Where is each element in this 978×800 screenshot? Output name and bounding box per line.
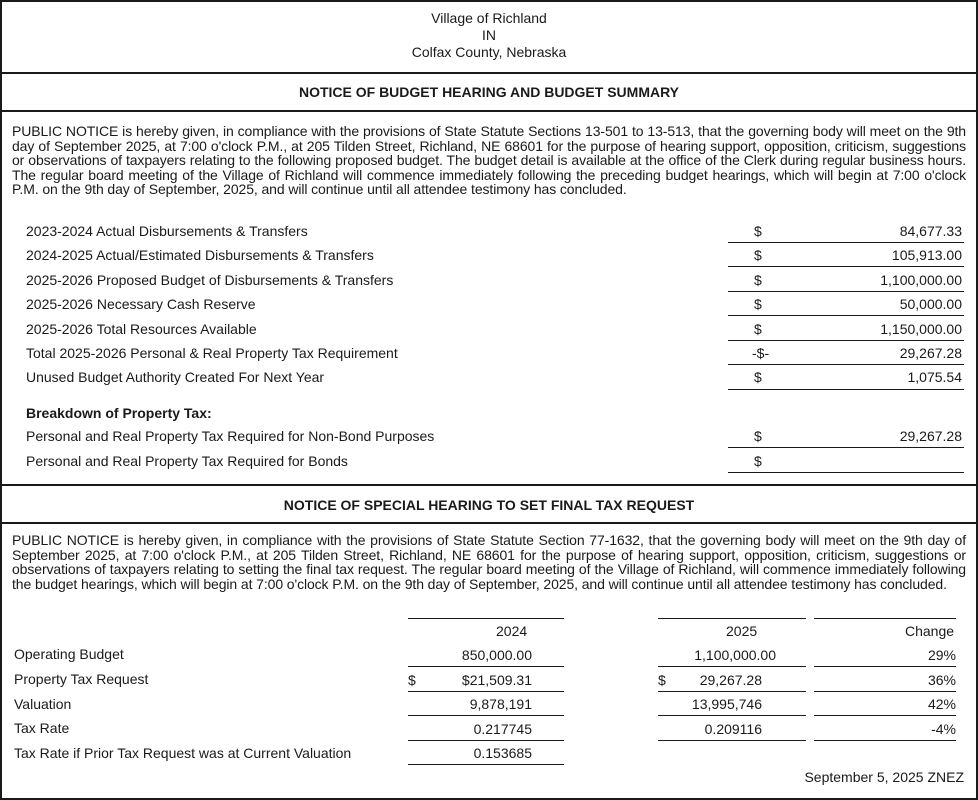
tax-value-2025: 29,267.28: [699, 672, 762, 688]
tax-row-label: Valuation: [14, 696, 72, 712]
budget-row-currency: $: [754, 321, 762, 337]
budget-row: [2, 341, 976, 365]
budget-row-label: Unused Budget Authority Created For Next Year: [26, 369, 325, 385]
budget-row-currency: $: [754, 296, 762, 312]
breakdown-row-label: Personal and Real Property Tax Required for Non-Bond Purposes: [26, 428, 435, 444]
tax-cell-change: [814, 643, 956, 667]
special-notice-paragraph: PUBLIC NOTICE is hereby given, in compliance with the provisions of State Statute Section 77-1632, that the governing body will meet on the 9th day of September 2025, at 7:00 o'clock P.M., at 205 Tilden Street, Richland, NE 68601 for the purpose of hearing support, opposition, criticism, suggestions or observations of taxpayers relating to setting the final tax request. The regular board meeting of the Village of Richland, will commence immediately following the budget hearings, which will begin at 7:00 o'clock P.M. on the 9th day of September, 2025, and will continue until all attendee testimony has concluded.: [12, 532, 966, 592]
in-text: IN: [482, 27, 496, 43]
budget-row: [2, 219, 976, 243]
budget-row: [2, 268, 976, 292]
tax-cell-2025: [658, 643, 806, 667]
budget-row-amount: 84,677.33: [899, 223, 962, 239]
budget-row-amount: 29,267.28: [899, 345, 962, 361]
budget-row: [2, 317, 976, 341]
breakdown-row-label: Personal and Real Property Tax Required for Bonds: [26, 453, 348, 469]
budget-row-amount: 105,913.00: [891, 247, 962, 263]
budget-row-amount: 50,000.00: [899, 296, 962, 312]
tax-row-label: Tax Rate: [14, 720, 70, 736]
breakdown-row-currency: $: [754, 453, 762, 469]
special-notice-title: NOTICE OF SPECIAL HEARING TO SET FINAL TAX REQUEST: [2, 486, 976, 524]
budget-row-label: Total 2025-2026 Personal & Real Property Tax Requirement: [26, 345, 398, 361]
tax-cell-2024: [408, 717, 564, 741]
tax-value-2024: 0.217745: [473, 721, 532, 737]
tax-cell-change: [814, 717, 956, 741]
breakdown-row-currency: $: [754, 428, 762, 444]
tax-row-label: Tax Rate if Prior Tax Request was at Current Valuation: [14, 745, 352, 761]
county-name: Colfax County, Nebraska: [411, 44, 567, 60]
village-name: Village of Richland: [431, 10, 547, 26]
breakdown-row: [2, 424, 976, 448]
tax-currency-2024: $: [408, 672, 416, 688]
column-header-change: Change: [905, 623, 955, 639]
budget-row: [2, 292, 976, 316]
tax-cell-change: [814, 692, 956, 716]
budget-row-currency: $: [754, 223, 762, 239]
tax-value-2024: 9,878,191: [469, 696, 532, 712]
budget-row-label: 2025-2026 Necessary Cash Reserve: [26, 296, 256, 312]
budget-row-label: 2023-2024 Actual Disbursements & Transfers: [26, 223, 308, 239]
tax-value-2025: 13,995,746: [691, 696, 762, 712]
budget-row-amount: 1,075.54: [907, 369, 962, 385]
tax-cell-2024: [408, 643, 564, 667]
tax-value-change: -4%: [931, 721, 956, 737]
budget-row-currency: $: [754, 247, 762, 263]
budget-row-currency: $: [754, 369, 762, 385]
tax-cell-2025: [658, 717, 806, 741]
tax-value-change: 36%: [927, 672, 956, 688]
header: [2, 2, 976, 74]
tax-value-2024: 850,000.00: [461, 647, 532, 663]
budget-row: [2, 365, 976, 389]
breakdown-title: Breakdown of Property Tax:: [26, 405, 212, 421]
budget-row-label: 2025-2026 Total Resources Available: [26, 321, 257, 337]
tax-value-2024: 0.153685: [473, 745, 532, 761]
budget-row-amount: 1,100,000.00: [880, 272, 962, 288]
tax-cell-2024: [408, 692, 564, 716]
breakdown-row-underline: [728, 449, 964, 473]
tax-cell-2024: [408, 741, 564, 765]
budget-row-amount: 1,150,000.00: [880, 321, 962, 337]
tax-value-2024: $21,509.31: [461, 672, 532, 688]
budget-row-currency: -$-: [752, 345, 770, 361]
breakdown-row-amount: 29,267.28: [899, 428, 962, 444]
breakdown-row: [2, 449, 976, 473]
budget-notice-title: NOTICE OF BUDGET HEARING AND BUDGET SUMMARY: [2, 74, 976, 112]
tax-currency-2025: $: [658, 672, 666, 688]
tax-cell-2025: [658, 668, 806, 692]
tax-value-2025: 0.209116: [704, 721, 762, 737]
tax-cell-change: [814, 668, 956, 692]
budget-row-label: 2024-2025 Actual/Estimated Disbursements & Transfers: [26, 247, 374, 263]
tax-row-label: Operating Budget: [14, 646, 124, 662]
tax-value-change: 42%: [927, 696, 956, 712]
budget-row: [2, 243, 976, 267]
tax-cell-2025: [658, 692, 806, 716]
tax-value-change: 29%: [927, 647, 956, 663]
budget-row-currency: $: [754, 272, 762, 288]
column-header-2024: 2024: [496, 623, 528, 639]
tax-row-label: Property Tax Request: [14, 671, 149, 687]
budget-row-label: 2025-2026 Proposed Budget of Disbursements & Transfers: [26, 272, 394, 288]
budget-notice-paragraph: PUBLIC NOTICE is hereby given, in compliance with the provisions of State Statute Sections 13-501 to 13-513, that the governing body will meet on the 9th day of September 2025, at 7:00 o'clock P.M., at 205 Tilden Street, Richland, NE 68601 for the purpose of hearing support, opposition, criticism, suggestions or observations of taxpayers relating to the following proposed budget. The budget detail is available at the office of the Clerk during regular business hours. The regular board meeting of the Village of Richland will commence immediately following the preceding budget hearings, which will begin at 7:00 o'clock P.M. on the 9th day of September, 2025, and will continue until all attendee testimony has concluded.: [12, 123, 966, 197]
column-header-2025: 2025: [726, 623, 758, 639]
tax-cell-2024: [408, 668, 564, 692]
publication-date-code: September 5, 2025 ZNEZ: [804, 769, 964, 785]
column-2024-line: [408, 618, 564, 640]
tax-value-2025: 1,100,000.00: [694, 647, 776, 663]
